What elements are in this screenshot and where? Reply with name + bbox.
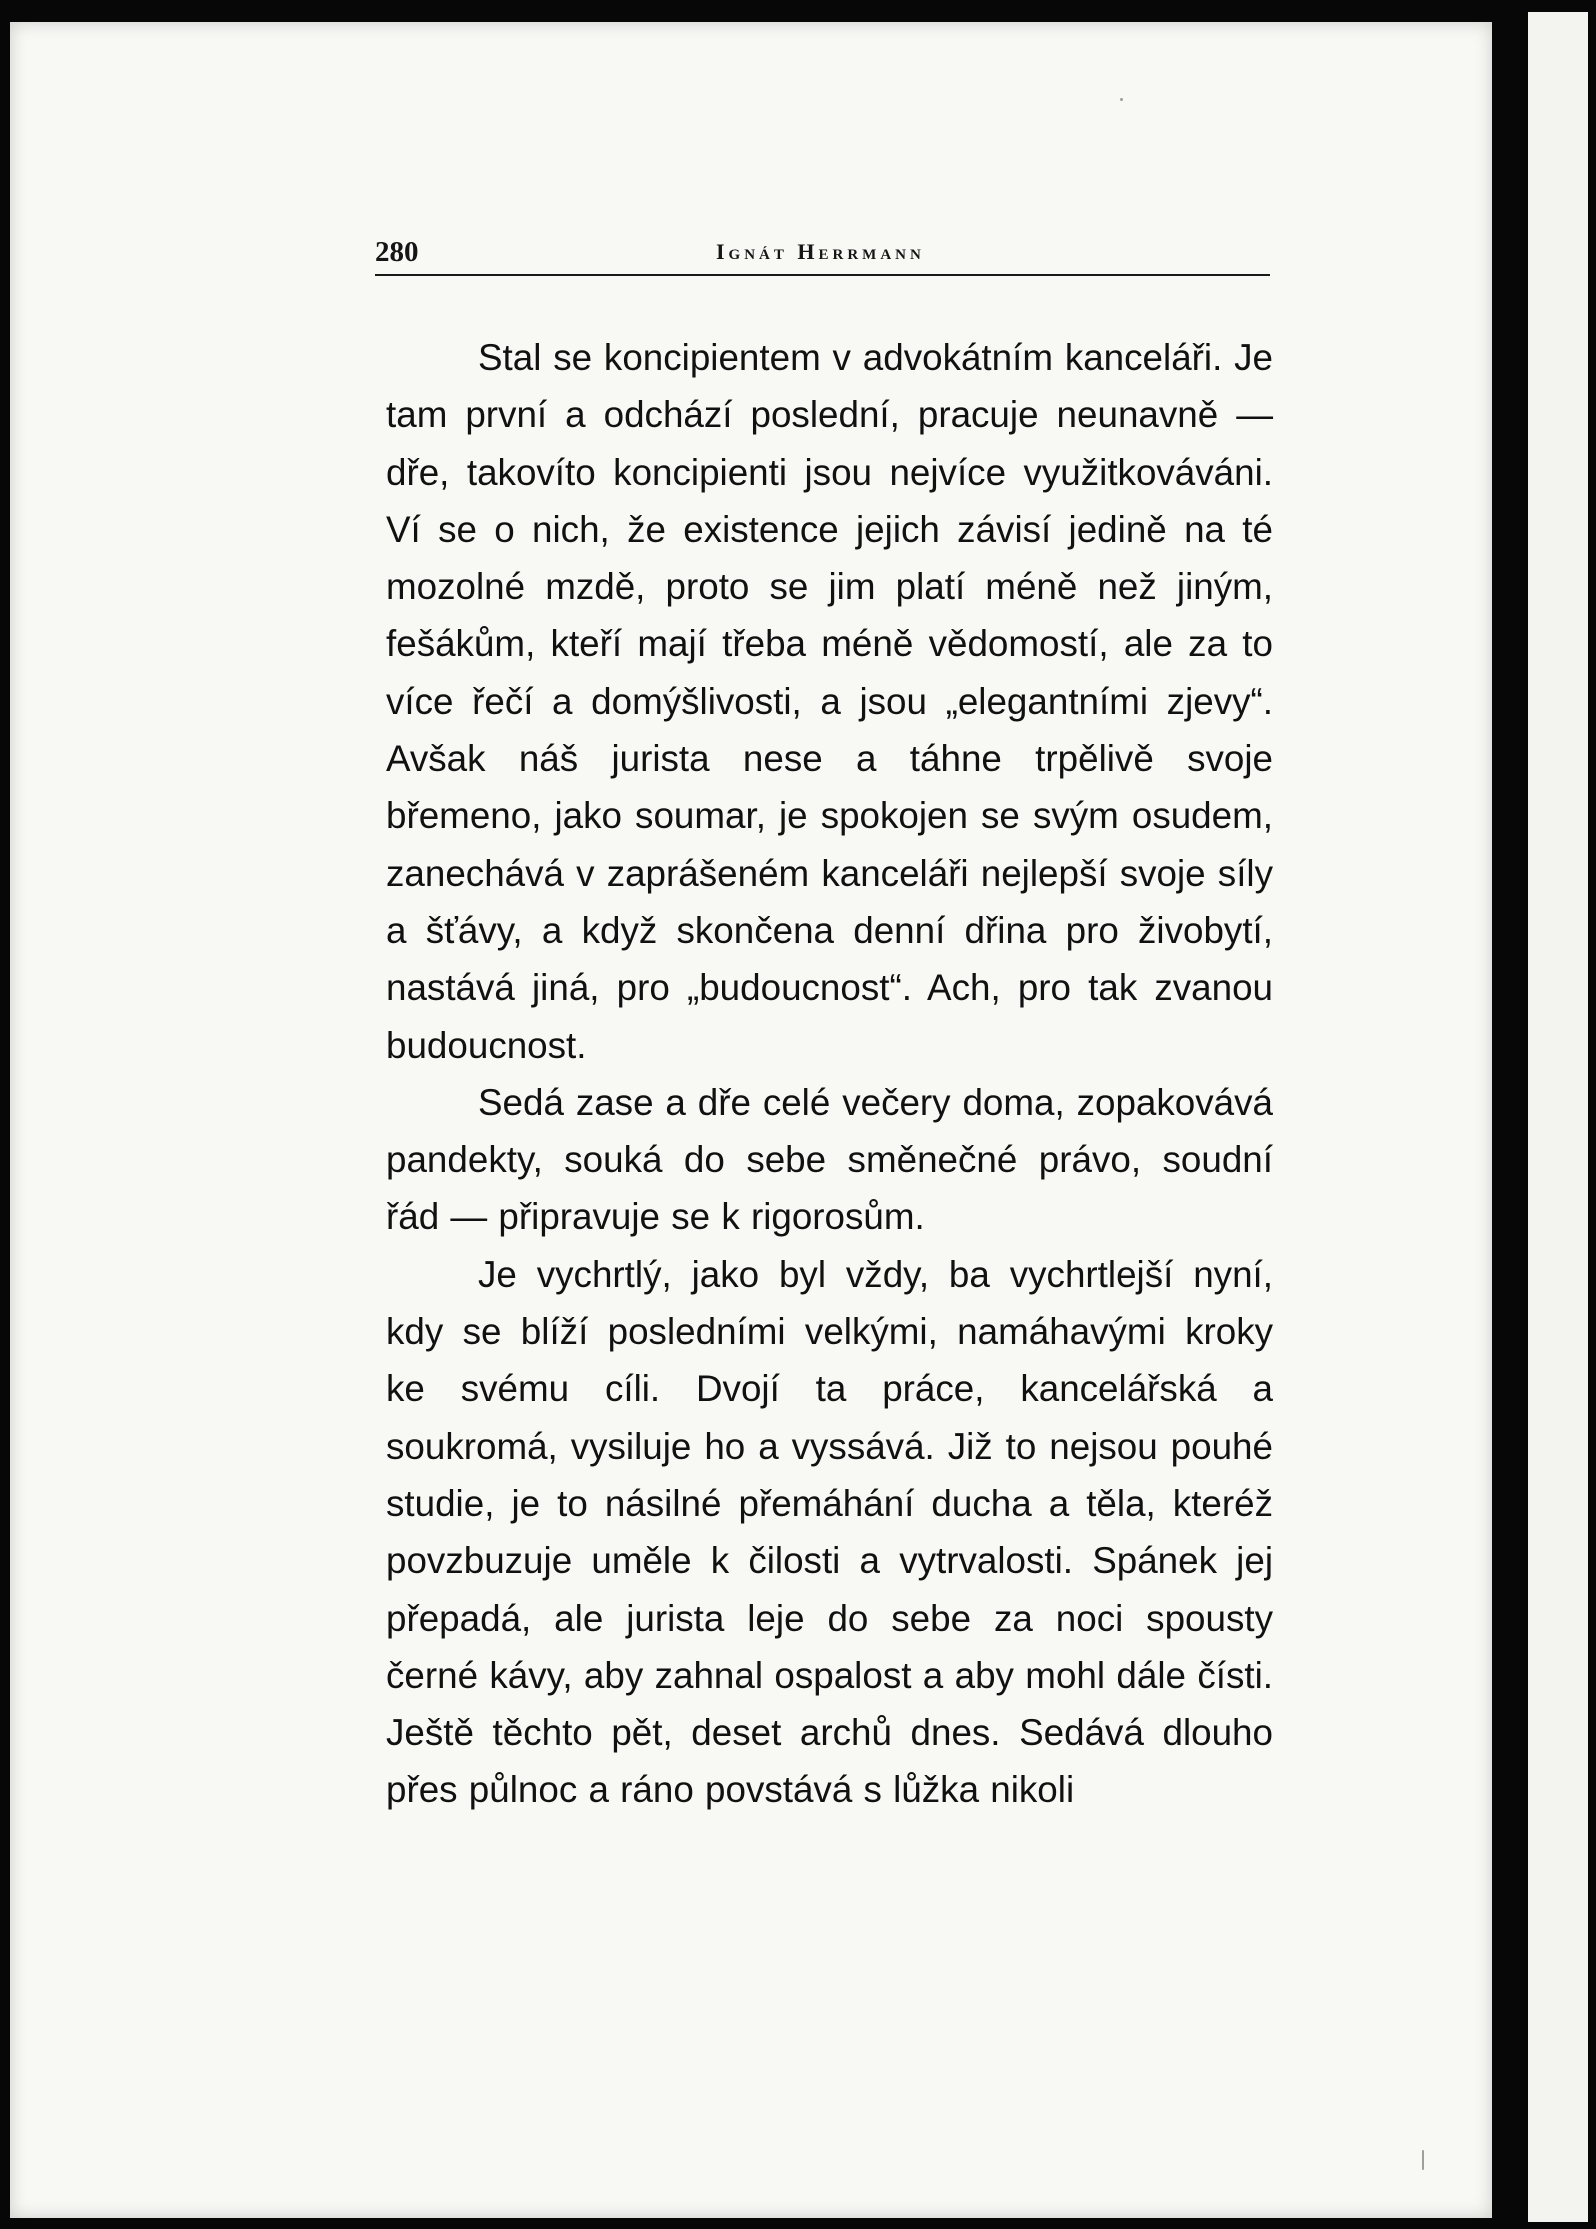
running-header-author: Ignát Herrmann <box>716 239 925 264</box>
paragraph-3: Je vychrtlý, jako byl vždy, ba vychrtlejší nyní, kdy se blíží posledními velkými, namáhavými kroky ke svému cíli. Dvojí ta práce, kancelářská a soukromá, vysiluje ho a vyssává. Již to nejsou pouhé studie, je to násilné přemáhání ducha a těla, kteréž povzbuzuje uměle k čilosti a vytrvalosti. Spánek jej přepadá, ale jurista leje do sebe za noci spousty černé kávy, aby zahnal ospalost a aby mohl dále čísti. Ještě těchto pět, deset archů dnes. Sedává dlouho přes půlnoc a ráno povstává s lůžka nikoli <box>386 1253 1273 1811</box>
scan-speck <box>1120 98 1123 101</box>
paragraph-2: Sedá zase a dře celé večery doma, zopakovává pandekty, souká do sebe směnečné právo, soudní řád — připravuje se k rigorosům. <box>386 1081 1273 1238</box>
scan-speck <box>1422 2150 1424 2170</box>
running-header <box>375 230 1270 276</box>
paragraph-1: Stal se koncipientem v advokátním kanceláři. Je tam první a odchází poslední, pracuje neunavně — dře, takovíto koncipienti jsou nejvíce využitkováváni. Ví se o nich, že existence jejich závisí jedině na té mozolné mzdě, proto se jim platí méně než jiným, fešákům, kteří mají třeba méně vědomostí, ale za to více řečí a domýšlivosti, a jsou „elegantními zjevy“. Avšak náš jurista nese a táhne trpělivě svoje břemeno, jako soumar, je spokojen se svým osudem, zanechává v zaprášeném kanceláři nejlepší svoje síly a šťávy, a když skončena denní dřina pro živobytí, nastává jiná, pro „budoucnost“. Ach, pro tak zvanou budoucnost. <box>386 337 1273 1066</box>
body-text <box>386 329 1273 1819</box>
paper-page <box>10 22 1492 2218</box>
adjacent-page-edge <box>1528 12 1588 2222</box>
page-number: 280 <box>375 236 419 268</box>
